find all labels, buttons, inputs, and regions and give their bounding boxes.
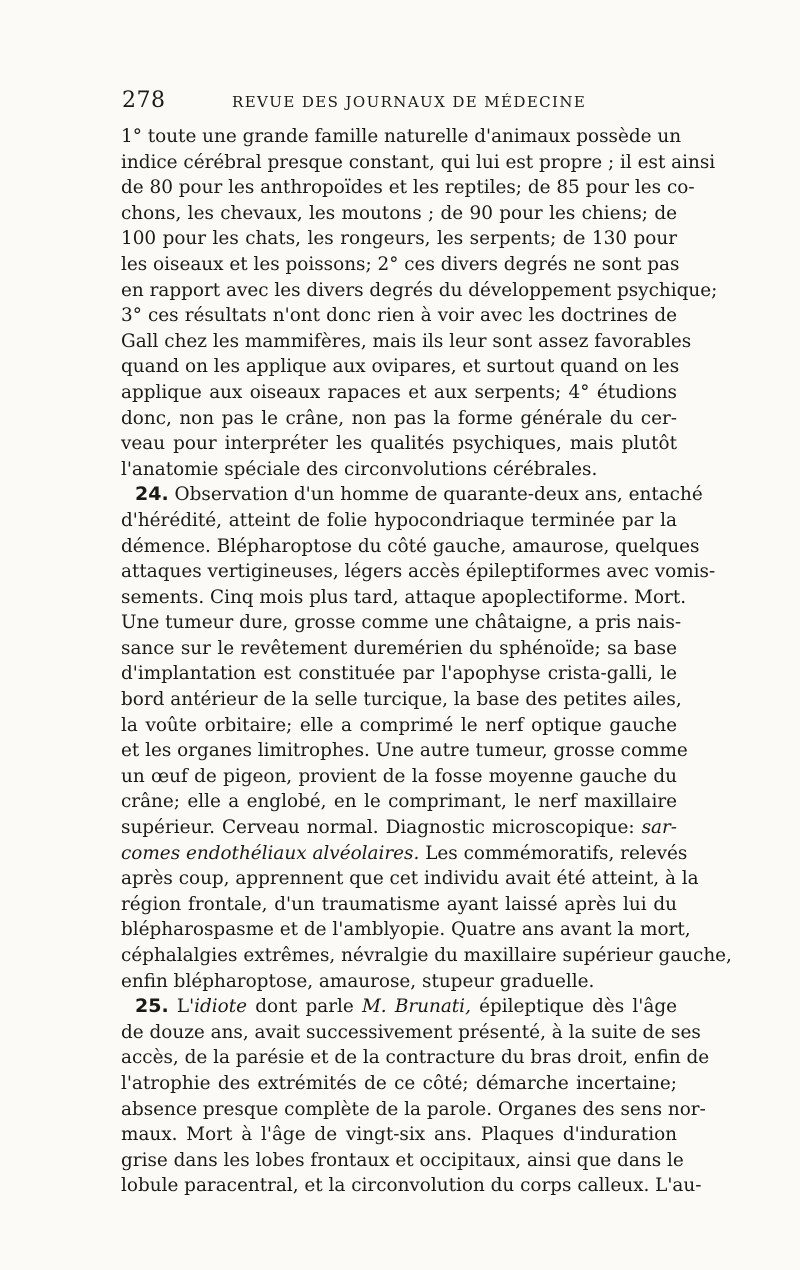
text-line: applique aux oiseaux rapaces et aux serpents; 4° étudions (121, 381, 677, 403)
text-line: donc, non pas le crâne, non pas la forme générale du cer- (121, 407, 677, 429)
text-line: blépharospasme et de l'amblyopie. Quatre ans avant la mort, (121, 919, 691, 941)
paragraph-25-lines (121, 1020, 710, 1199)
intro-paragraph (121, 124, 718, 482)
text-line: crâne; elle a englobé, en le comprimant, le nerf maxillaire (121, 791, 677, 813)
text-line: d'implantation est constituée par l'apophyse crista-galli, le (121, 663, 677, 685)
text-line-part: dont parle (247, 996, 362, 1018)
paragraph-24 (121, 482, 732, 994)
text-line: de douze ans, avait successivement présenté, à la suite de ses (121, 1021, 701, 1043)
text-line: Observation d'un homme de quarante-deux ans, entaché (174, 484, 703, 506)
text-line: bord antérieur de la selle turcique, la base des petites ailes, (121, 689, 682, 711)
text-line: l'anatomie spéciale des circonvolutions cérébrales. (121, 458, 598, 480)
text-line: 1° toute une grande famille naturelle d'animaux possède un (121, 126, 682, 147)
text-line-part: Les commémoratifs, relevés (419, 842, 688, 864)
text-line: de 80 pour les anthropoïdes et les reptiles; de 85 pour les co- (121, 177, 695, 199)
text-line: les oiseaux et les poissons; 2° ces divers degrés ne sont pas (121, 253, 680, 275)
text-line (121, 815, 677, 841)
paragraph-number: 24. (135, 483, 169, 506)
text-line: grise dans les lobes frontaux et occipitaux, ainsi que dans le (121, 1149, 684, 1171)
text-line: après coup, apprennent que cet individu avait été atteint, à la (121, 868, 699, 890)
text-line: maux. Mort à l'âge de vingt-six ans. Plaques d'induration (121, 1124, 677, 1146)
text-line-part: épileptique dès l'âge (470, 996, 677, 1018)
paragraph-24-lines-b (121, 866, 732, 994)
text-line: un œuf de pigeon, provient de la fosse moyenne gauche du (121, 765, 677, 787)
text-line-italic: sar- (641, 817, 677, 839)
page-number: 278 (122, 88, 166, 113)
text-line: céphalalgies extrêmes, névralgie du maxillaire supérieur gauche, (121, 945, 732, 966)
text-line: l'atrophie des extrémités de ce côté; démarche incertaine; (121, 1072, 677, 1094)
text-line: enfin blépharoptose, amaurose, stupeur graduelle. (121, 970, 595, 992)
text-line: veau pour interpréter les qualités psychiques, mais plutôt (121, 433, 677, 455)
text-line-part: L' (168, 996, 195, 1018)
paragraph-number: 25. (135, 995, 169, 1018)
running-head: REVUE DES JOURNAUX DE MÉDECINE (232, 93, 587, 111)
paragraph-25 (121, 994, 710, 1199)
text-line: attaques vertigineuses, légers accès épileptiformes avec vomis- (121, 561, 716, 583)
text-line: lobule paracentral, et la circonvolution du corps calleux. L'au- (121, 1175, 702, 1197)
text-line: quand on les applique aux ovipares, et surtout quand on les (121, 356, 680, 378)
text-line-italic: M. Brunati, (361, 996, 471, 1018)
text-line: démence. Blépharoptose du côté gauche, amaurose, quelques (121, 535, 700, 557)
text-line (121, 841, 688, 867)
paragraph-24-first-line (121, 482, 703, 508)
page-body (121, 124, 732, 1199)
text-line-italic: comes endothéliaux alvéolaires. (121, 842, 420, 864)
text-line: la voûte orbitaire; elle a comprimé le nerf optique gauche (121, 714, 677, 736)
text-line: accès, de la parésie et de la contracture du bras droit, enfin de (121, 1047, 710, 1069)
text-line: sance sur le revêtement duremérien du sphénoïde; sa base (121, 637, 677, 659)
text-line: en rapport avec les divers degrés du développement psychique; (121, 279, 718, 301)
page-header (122, 88, 678, 122)
text-line: 100 pour les chats, les rongeurs, les serpents; de 130 pour (121, 228, 677, 250)
text-line: Gall chez les mammifères, mais ils leur sont assez favorables (121, 330, 692, 352)
text-line: chons, les chevaux, les moutons ; de 90 pour les chiens; de (121, 202, 677, 224)
text-line-italic: idiote (194, 996, 248, 1018)
text-line: 3° ces résultats n'ont donc rien à voir avec les doctrines de (121, 305, 677, 327)
paragraph-25-first-line (121, 994, 677, 1020)
text-line: région frontale, d'un traumatisme ayant laissé après lui du (121, 893, 677, 915)
text-line: Une tumeur dure, grosse comme une châtaigne, a pris nais- (121, 612, 682, 634)
text-line: sements. Cinq mois plus tard, attaque apoplectiforme. Mort. (121, 586, 687, 608)
text-line: et les organes limitrophes. Une autre tumeur, grosse comme (121, 740, 688, 762)
text-line: d'hérédité, atteint de folie hypocondriaque terminée par la (121, 509, 677, 531)
paragraph-24-lines-a (121, 508, 716, 815)
text-line-part: supérieur. Cerveau normal. Diagnostic microscopique: (121, 817, 635, 839)
text-line: absence presque complète de la parole. Organes des sens nor- (121, 1098, 706, 1120)
text-line: indice cérébral presque constant, qui lui est propre ; il est ainsi (121, 151, 716, 173)
